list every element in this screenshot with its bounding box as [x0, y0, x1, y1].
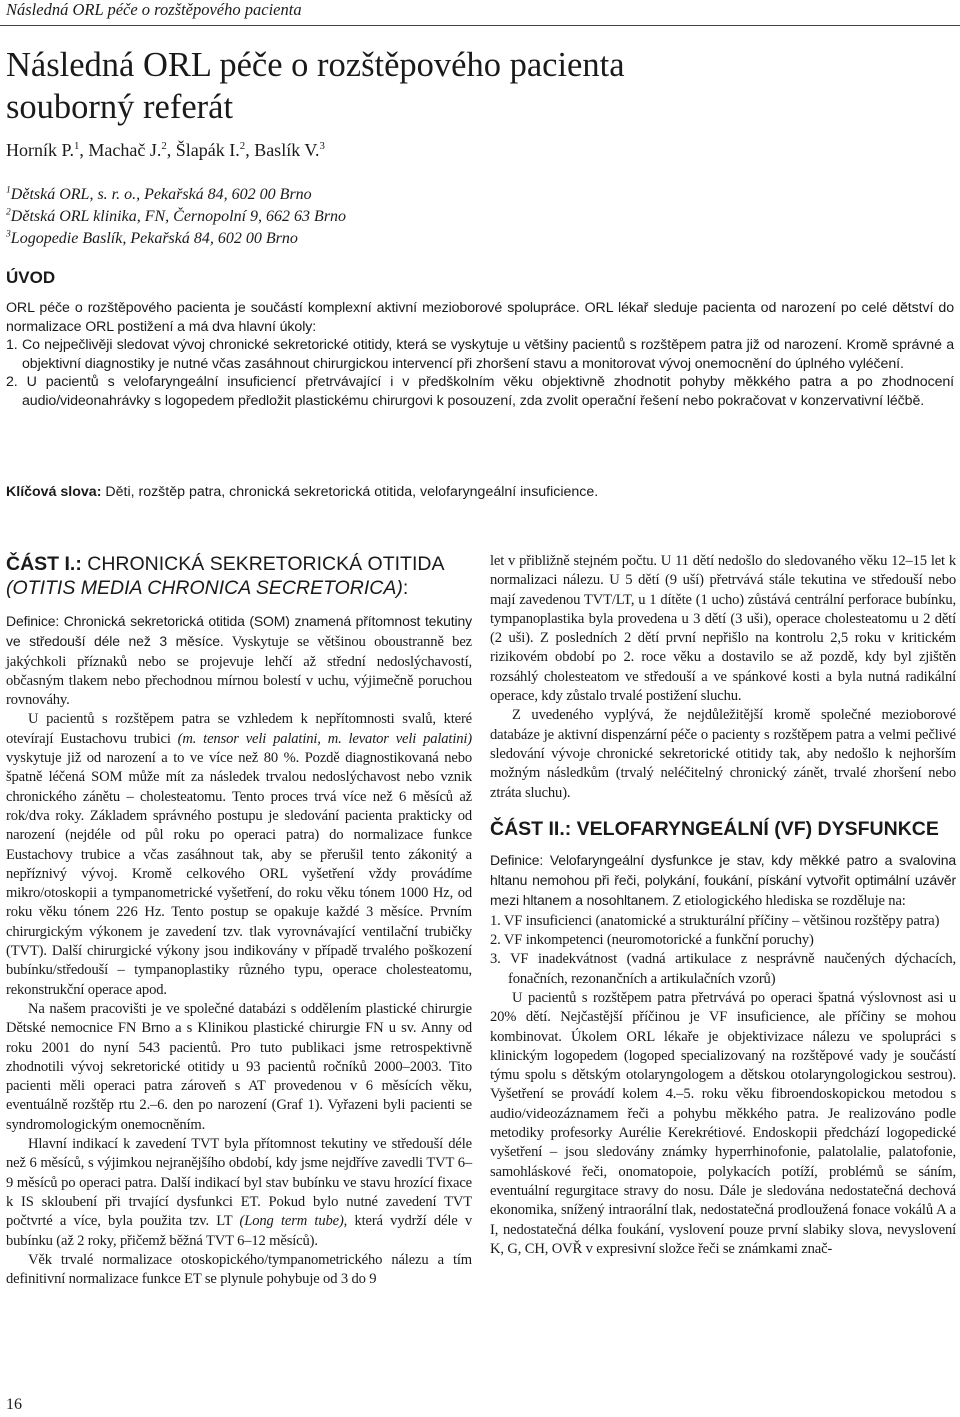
right-paragraph: U pacientů s rozštěpem patra přetrvává po operaci špatná výslovnost asi u 20% dětí. Nejčastější příčinou je VF insuficience, ale příčiny se mohou kombinovat. Úkolem ORL lékaře je objektivizace nálezu ve spolupráci s klinickým logopedem (logoped specializovaný na rozštěpové vady je součástí týmu spolu s dětským otolaryngologem a dětskou otolaryngologickou sestrou). Vyšetření se provádí kolem 4.–5. roku věku fibroendoskopickou metodou s audio/videozáznamem řeči a pohybu měkkého patra. Je realizováno podle metodiky profesorky Aurélie Kerekrétiové. Endoskopii předchází logopedické vyšetření – jsou sledovány známky hyperrhinofonie, palatolalie, palatofonie, samohláskové řeči, onomatopoie, polykacích potíží, problémů se sáním, eventuální regurgitace stravy do nosu. Dále je sledována nedostatečná dechová ekonomika, snížený intraorální tlak, nedostatečná prodloužená fonace vokálů A a I, nedostatečná délka foukání, vyslovení pouze první slabiky slova, nevyslovení K, G, CH, OVŘ v expresivní složce řeči se známkami znač-	[490, 989, 956, 1257]
list-item: 1. VF insuficienci (anatomické a strukturální příčiny – většinou rozštěpy patra)	[490, 912, 940, 929]
part1-paragraph: Na našem pracovišti je ve společné databázi s oddělením plastické chirurgie Dětské nemocnice FN Brno a s Klinikou plastické chirurgie FN u sv. Anny od roku 2001 do nyní 543 pacientů. Pro tuto publikaci jsme retrospektivně zhodnotili vývoj sekretorické otitidy u 93 pacientů ročníků 2000–2003. Tito pacienti měli operaci patra zároveň s AT provedenou v 6 měsících věku, eventuálně rozštěp rtu 2.–6. den po narození (Graf 1). Vyřazeni byli pacienti se syndromologickým onemocněním.	[6, 1000, 472, 1133]
author: Šlapák I.$^2$,	[175, 140, 255, 160]
page-title	[6, 44, 625, 128]
affiliations	[6, 184, 346, 250]
part2-heading: ČÁST II.: VELOFARYNGEÁLNÍ (VF) DYSFUNKCE	[490, 817, 939, 840]
abstract-task-1: 1. Co nejpečlivěji sledovat vývoj chronické sekretorické otitidy, která se vyskytuje u většiny pacientů s rozštěpem patra již od narození. Kromě správné a objektivní diagnostiky je nutné včas zasáhnout chirurgickou intervencí při zhoršení stavu a monitorovat vývoj onemocnění do úplného vyléčení.	[6, 337, 954, 372]
part1-paragraph: Hlavní indikací k zavedení TVT byla přítomnost tekutiny ve středouší déle než 6 měsíců, s výjimkou nejranějšího období, kdy jsme nejdříve zavedli TVT 6–9 měsíců po operaci patra. Další indikací byl stav bubínku ve stavu hrozící fixace k IS skloubení při trvající dysfunkci ET. Pokud bylo nutné zavedení TVT počtvrté a více, byla použita tzv. LT (Long term tube), která vydrží déle v bubínku (až 2 roky, přičemž běžná TVT 6–12 měsíců).	[6, 1136, 473, 1249]
author: Machač J.$^2$,	[88, 140, 176, 160]
list-item: 3. VF inadekvátnost (vadná artikulace z nesprávně naučených dýchacích, fonačních, rezonančních a artikulačních vzorů)	[490, 951, 956, 987]
abstract-intro: ORL péče o rozštěpového pacienta je součástí komplexní aktivní mezioborové spolupráce. ORL lékař sleduje pacienta od narození po celé dětství do normalizace ORL postižení a má dva hlavní úkoly:	[6, 300, 954, 335]
abstract	[6, 299, 954, 411]
page-number: 16	[6, 1396, 22, 1413]
part1-paragraph: Věk trvalé normalizace otoskopického/tympanometrického nálezu a tím definitivní normalizace funkce ET se plynule pohybuje od 3 do 9	[6, 1251, 472, 1288]
left-column	[6, 552, 472, 1289]
title-line-1: Následná ORL péče o rozštěpového pacienta	[6, 46, 625, 84]
affiliation: $^1$Dětská ORL, s. r. o., Pekařská 84, 602 00 Brno	[6, 184, 312, 203]
right-paragraph: let v přibližně stejném počtu. U 11 dětí nedošlo do sledovaného věku 12–15 let k normalizaci nálezu. U 5 dětí (9 uší) přetrvává stále tekutina ve středouší nebo mají zavedenou TVT/LT, u 1 dítěte (1 ucho) zůstává centrální perforace bubínku, tympanoplastika byla provedena u 3 dětí (3 uši), operace cholesteatomu u 2 dětí (2 uši). Z posledních 2 dětí první nepřišlo na kontrolu 2,5 roku v kritickém rizikovém období po 2. roce věku a dostavilo se až pozdě, kdy byl zjištěn rozsáhlý cholesteatom ve středouší a ve spánkové kosti a byla nutná radikální operace, kdy zůstalo trvalé postižení sluchu.	[490, 553, 956, 705]
running-head: Následná ORL péče o rozštěpového pacienta	[6, 0, 302, 19]
abstract-heading: ÚVOD	[6, 268, 56, 287]
affiliation: $^3$Logopedie Baslík, Pekařská 84, 602 00 Brno	[6, 228, 298, 247]
abstract-task-2: 2. U pacientů s velofaryngeální insuficiencí přetrvávající i v předškolním věku objektivně zhodnotit pohyby měkkého patra a po zhodnocení audio/videonahrávky s logopedem předložit plastickému chirurgovi k posouzení, zda zvolit operační řešení nebo pokračovat v konzervativní léčbě.	[6, 374, 954, 409]
part1-paragraph: Definice: Chronická sekretorická otitida (SOM) znamená přítomnost tekutiny ve středouší déle než 3 měsíce. Vyskytuje se většinou oboustranně bez jakýchkoli příznaků nebo se projevuje lehčí až střední nedoslýchavostí, občasným tlakem nebo přechodnou mírnou bolestí v uchu, výjimečně poruchou rovnováhy.	[6, 613, 472, 709]
keywords-label: Klíčová slova:	[6, 484, 102, 500]
title-line-2: souborný referát	[6, 88, 234, 126]
part2-paragraph: Definice: Velofaryngeální dysfunkce je stav, kdy měkké patro a svalovina hltanu nemohou při řeči, polykání, foukání, pískání vytvořit optimální uzávěr mezi hltanem a nosohltanem. Z etiologického hlediska se rozděluje na:	[490, 851, 956, 910]
affiliation: $^2$Dětská ORL klinika, FN, Černopolní 9, 662 63 Brno	[6, 206, 347, 225]
part1-definition: Definice: Chronická sekretorická otitida (SOM) znamená přítomnost tekutiny ve středouší déle než 3 měsíce.	[6, 613, 472, 650]
part1-paragraph: U pacientů s rozštěpem patra se vzhledem k nepřítomnosti svalů, které otevírají Eustachovu trubici (m. tensor veli palatini, m. levator veli palatini) vyskytuje již od narození a to ve více než 80 %. Pozdě diagnostikovaná nebo špatně léčená SOM může mít za následek trvalou nedoslýchavost nebo vznik chronického zánětu – cholesteatomu. Tento proces trvá více než 6 měsíců až rok/dva roky. Základem správného postupu je sledování pacienta prakticky od narození (nejdéle od půl roku po operaci patra) do normalizace funkce Eustachovy trubice a včas zasáhnout tak, aby se přerušil tento zákonitý a nepříznivý vývoj. Kromě celkového ORL vyšetření vždy provádíme mikro/otoskopii a tympanometrické vyšetření, do roku věku tónem 1000 Hz, od roku věku tónem 226 Hz. Tento postup se opakuje každé 3 měsíce. Prvním chirurgickým výkonem je zavedení tzv. tlak vyrovnávající ventilační trubičky (TVT). Další chirurgické výkony jsou indikovány v případě trvalého poškození bubínku/středouší – tympanoplastiky různého typu, operace cholesteatomu, rekonstrukční operace apod.	[6, 711, 472, 998]
right-column	[490, 552, 956, 1259]
right-paragraph: Z uvedeného vyplývá, že nejdůležitější kromě společné mezioborové databáze je aktivní dispenzární péče o pacienty s rozštěpem patra a velmi pečlivé sledování vývoje chronické sekretorické otitidy tak, aby nedošlo k nejhorším možným následkům (trvalý neléčitelný chronický zánět, trvalé zhoršení nebo ztráta sluchu).	[490, 707, 956, 801]
keywords-text: Děti, rozštěp patra, chronická sekretorická otitida, velofaryngeální insuficience.	[101, 484, 599, 500]
header-rule	[0, 25, 960, 26]
author: Horník P.$^1$,	[6, 140, 89, 160]
author-list	[6, 140, 325, 161]
list-item: 2. VF inkompetenci (neuromotorické a funkční poruchy)	[490, 932, 814, 949]
author: Baslík V.$^3$	[254, 140, 325, 160]
keywords	[6, 484, 598, 500]
part1-heading: ČÁST I.: CHRONICKÁ SEKRETORICKÁ OTITIDA (OTITIS MEDIA CHRONICA SECRETORICA):	[6, 553, 445, 599]
part2-definition: Definice: Velofaryngeální dysfunkce je stav, kdy měkké patro a svalovina hltanu nemohou při řeči, polykání, foukání, pískání vytvořit optimální uzávěr mezi hltanem a nosohltanem.	[490, 851, 956, 909]
